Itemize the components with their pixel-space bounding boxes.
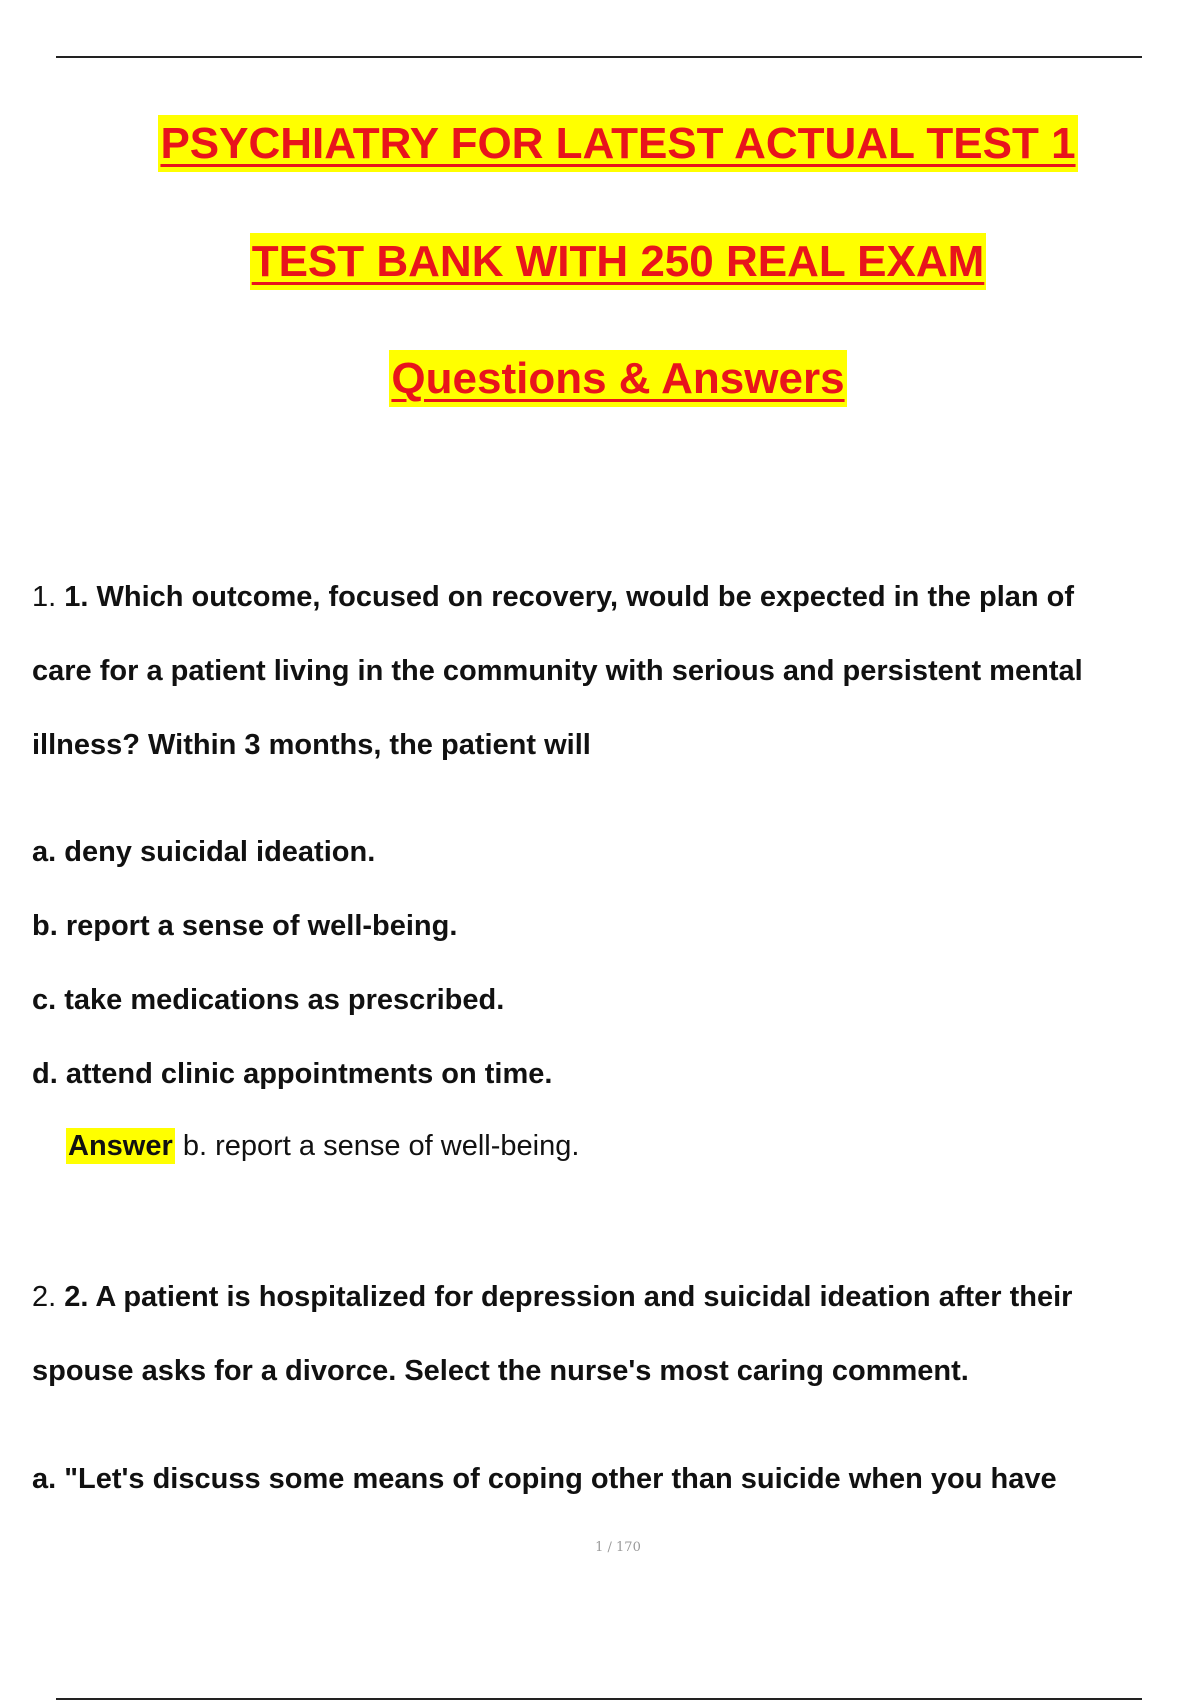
- question-1-option-c: c. take medications as prescribed.: [32, 984, 505, 1016]
- question-2-option-a: a. "Let's discuss some means of coping other than suicide when you have: [32, 1463, 1057, 1495]
- question-1-option-b: b. report a sense of well-being.: [32, 910, 458, 942]
- question-1-line-2: care for a patient living in the community with serious and persistent mental: [32, 655, 1083, 687]
- question-1-line-3: illness? Within 3 months, the patient will: [32, 729, 591, 761]
- document-title-line-2: TEST BANK WITH 250 REAL EXAM: [0, 240, 1200, 284]
- answer-label: Answer: [68, 1130, 173, 1162]
- question-1-option-a: a. deny suicidal ideation.: [32, 836, 376, 868]
- page-number: 1 / 170: [595, 1540, 641, 1555]
- document-title-line-3: Questions & Answers: [0, 357, 1200, 401]
- question-1-option-d: d. attend clinic appointments on time.: [32, 1058, 553, 1090]
- question-2: [32, 1260, 1192, 1408]
- question-1-number: 1.: [32, 581, 57, 613]
- header-rule: [56, 56, 1142, 58]
- question-2-number: 2.: [32, 1281, 57, 1313]
- answer-value: b. report a sense of well-being.: [182, 1130, 580, 1162]
- question-1: [32, 560, 1192, 782]
- question-2-line-2: spouse asks for a divorce. Select the nurse's most caring comment.: [32, 1355, 969, 1387]
- question-1-line-1: 1. 1. Which outcome, focused on recovery, would be expected in the plan of: [32, 581, 1075, 613]
- question-1-answer: [66, 1130, 579, 1163]
- document-title-line-1: PSYCHIATRY FOR LATEST ACTUAL TEST 1: [0, 122, 1200, 166]
- question-2-line-1: 2. 2. A patient is hospitalized for depression and suicidal ideation after their: [32, 1281, 1073, 1313]
